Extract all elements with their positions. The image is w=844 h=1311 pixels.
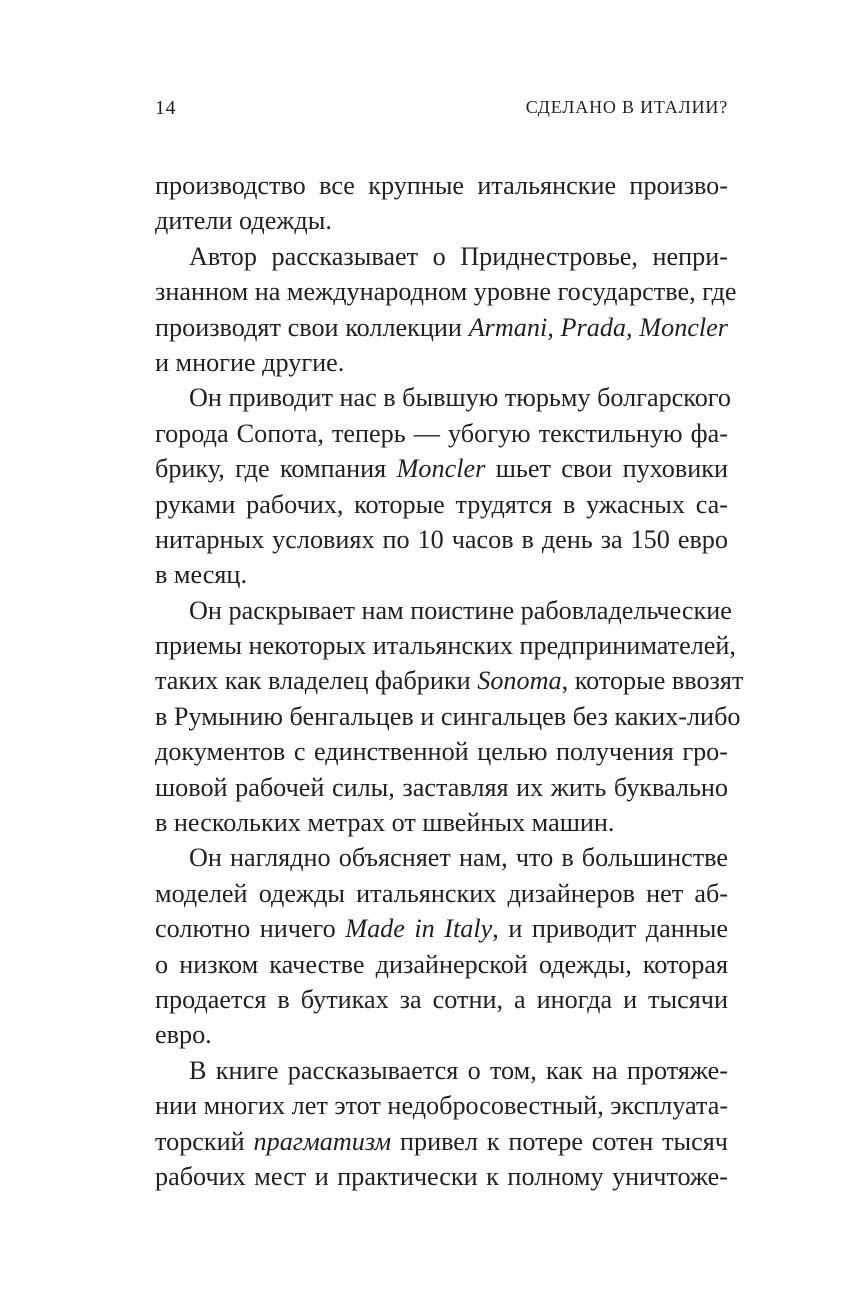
text-line: Он приводит нас в бывшую тюрьму болгарского — [189, 383, 731, 413]
italic-brand-name: Sonoma — [477, 666, 562, 696]
text-line: Он наглядно объясняет нам, что в большинстве — [189, 843, 728, 873]
italic-brand-name: Moncler — [396, 454, 486, 484]
text-line: знанном на международном уровне государстве, где — [155, 277, 737, 307]
chapter-title: СДЕЛАНО В ИТАЛИИ? — [525, 97, 728, 117]
text-line: таких как владелец фабрики Sonoma, которые ввозят — [155, 666, 744, 696]
text-line: документов с единственной целью получения гро- — [155, 737, 728, 767]
text-line: рабочих мест и практически к полному уничтоже- — [155, 1161, 728, 1191]
italic-phrase: Made in Italy — [345, 914, 493, 944]
text-line: брику, где компания Moncler шьет свои пуховики — [155, 454, 728, 484]
text-line: торский прагматизм привел к потере сотен тысяч — [155, 1126, 728, 1156]
text-line: нитарных условиях по 10 часов в день за 150 евро — [155, 524, 728, 554]
text-line: Автор рассказывает о Приднестровье, непри- — [189, 241, 728, 271]
text-line: о низком качестве дизайнерской одежды, которая — [155, 949, 728, 979]
page-number: 14 — [155, 97, 176, 119]
text-line: евро. — [155, 1020, 212, 1050]
text-line: руками рабочих, которые трудятся в ужасных са- — [155, 489, 728, 519]
running-head — [155, 97, 728, 127]
text-line: В книге рассказывается о том, как на протяже- — [189, 1055, 728, 1085]
text-line: продается в бутиках за сотни, а иногда и тысячи — [155, 984, 728, 1014]
text-line: в Румынию бенгальцев и сингальцев без каких-либо — [155, 701, 741, 731]
text-line: Он раскрывает нам поистине рабовладельческие — [189, 595, 732, 625]
text-line: в месяц. — [155, 560, 247, 590]
text-line: приемы некоторых итальянских предпринимателей, — [155, 631, 736, 661]
text-line: нии многих лет этот недобросовестный, эксплуата- — [155, 1091, 729, 1121]
text-line: солютно ничего Made in Italy, и приводит данные — [155, 914, 728, 944]
text-line: производство все крупные итальянские произво- — [155, 171, 728, 200]
text-line: производят свои коллекции Armani, Prada, Moncler — [155, 312, 728, 342]
text-line: шовой рабочей силы, заставляя их жить буквально — [155, 772, 728, 802]
italic-brand-names: Armani, Prada, Moncler — [468, 312, 728, 342]
text-line: моделей одежды итальянских дизайнеров нет аб- — [155, 878, 728, 908]
italic-word: прагматизм — [253, 1126, 392, 1156]
text-line: в нескольких метрах от швейных машин. — [155, 808, 615, 838]
text-line: и многие другие. — [155, 347, 345, 377]
text-line: города Сопота, теперь — убогую текстильную фа- — [155, 418, 728, 448]
text-line: дители одежды. — [155, 206, 332, 236]
body-text — [155, 168, 744, 1194]
